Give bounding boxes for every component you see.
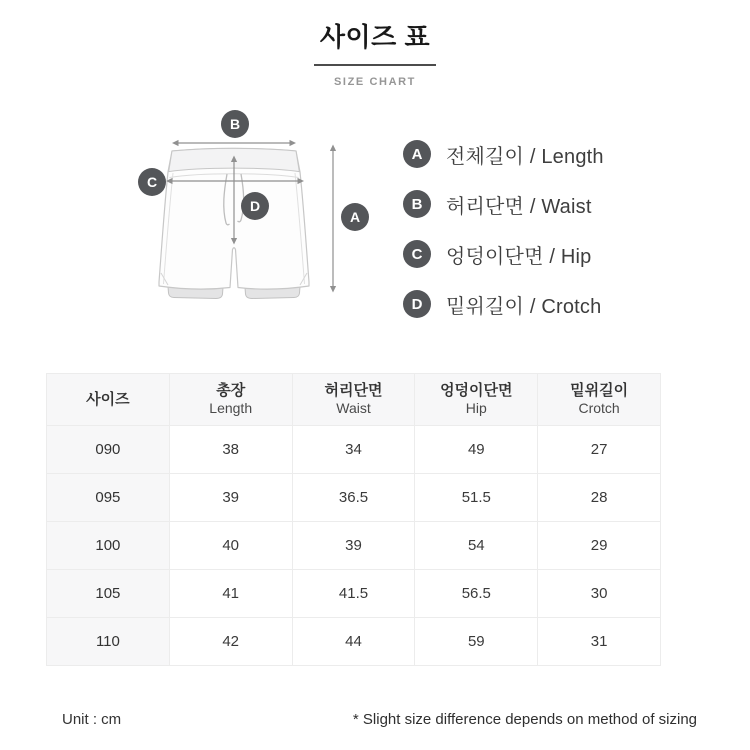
diagram-marker-d-label: D [249, 198, 261, 214]
header-row [47, 374, 661, 426]
col-header-crotch-ko: 밑위길이 [570, 381, 629, 399]
legend-item-hip [403, 229, 604, 279]
value-cell: 41.5 [292, 570, 415, 618]
measurement-legend [403, 129, 604, 329]
title-divider [314, 64, 436, 66]
value-cell: 56.5 [415, 570, 538, 618]
footer [62, 711, 697, 728]
legend-badge-c: C [403, 240, 431, 268]
col-header-size-ko: 사이즈 [86, 390, 130, 408]
value-cell: 34 [292, 426, 415, 474]
col-header-hip-ko: 엉덩이단면 [440, 381, 513, 399]
value-cell: 39 [169, 474, 292, 522]
size-cell: 100 [47, 522, 170, 570]
shorts-diagram [128, 103, 378, 318]
col-header-length [169, 374, 292, 426]
col-header-crotch [538, 374, 661, 426]
legend-badge-b: B [403, 190, 431, 218]
size-cell: 095 [47, 474, 170, 522]
size-table-header [47, 374, 661, 426]
col-header-hip [415, 374, 538, 426]
legend-item-crotch [403, 279, 604, 329]
diagram-marker-a-label: A [349, 209, 361, 225]
legend-badge-a: A [403, 140, 431, 168]
table-row [47, 618, 661, 666]
value-cell: 59 [415, 618, 538, 666]
diagram-marker-b-label: B [229, 116, 241, 132]
col-header-size [47, 374, 170, 426]
diagram-marker-b [221, 110, 249, 138]
value-cell: 36.5 [292, 474, 415, 522]
col-header-waist [292, 374, 415, 426]
table-row [47, 570, 661, 618]
col-header-length-ko: 총장 [216, 381, 246, 399]
diagram-marker-a [341, 203, 369, 231]
legend-label-waist: 허리단면 / Waist [446, 195, 592, 218]
diagram-marker-c [138, 168, 166, 196]
table-row [47, 522, 661, 570]
page-title: 사이즈 표 [319, 22, 431, 52]
col-header-crotch-en: Crotch [578, 399, 620, 416]
size-table-body [47, 426, 661, 666]
arrow-waist [172, 140, 296, 146]
legend-item-length [403, 129, 604, 179]
col-header-length-en: Length [209, 399, 253, 416]
value-cell: 27 [538, 426, 661, 474]
value-cell: 54 [415, 522, 538, 570]
value-cell: 30 [538, 570, 661, 618]
col-header-waist-en: Waist [336, 399, 371, 416]
diagram-marker-c-label: C [146, 174, 158, 190]
size-cell: 090 [47, 426, 170, 474]
legend-badge-d: D [403, 290, 431, 318]
value-cell: 51.5 [415, 474, 538, 522]
value-cell: 44 [292, 618, 415, 666]
title-block [0, 17, 750, 88]
arrow-length [330, 145, 336, 293]
diagram-marker-d [241, 192, 269, 220]
col-header-waist-ko: 허리단면 [324, 381, 383, 399]
unit-label: Unit : cm [62, 711, 122, 728]
legend-item-waist [403, 179, 604, 229]
value-cell: 40 [169, 522, 292, 570]
table-row [47, 426, 661, 474]
sizing-note: * Slight size difference depends on method of sizing [352, 711, 697, 728]
value-cell: 38 [169, 426, 292, 474]
size-cell: 105 [47, 570, 170, 618]
col-header-hip-en: Hip [465, 399, 487, 416]
value-cell: 39 [292, 522, 415, 570]
value-cell: 42 [169, 618, 292, 666]
value-cell: 31 [538, 618, 661, 666]
value-cell: 41 [169, 570, 292, 618]
value-cell: 29 [538, 522, 661, 570]
size-cell: 110 [47, 618, 170, 666]
table-row [47, 474, 661, 522]
size-table [46, 373, 661, 666]
page-subtitle: SIZE CHART [334, 76, 416, 88]
legend-label-length: 전체길이 / Length [446, 145, 604, 168]
legend-label-hip: 엉덩이단면 / Hip [446, 245, 592, 268]
value-cell: 28 [538, 474, 661, 522]
value-cell: 49 [415, 426, 538, 474]
legend-label-crotch: 밑위길이 / Crotch [446, 295, 602, 318]
